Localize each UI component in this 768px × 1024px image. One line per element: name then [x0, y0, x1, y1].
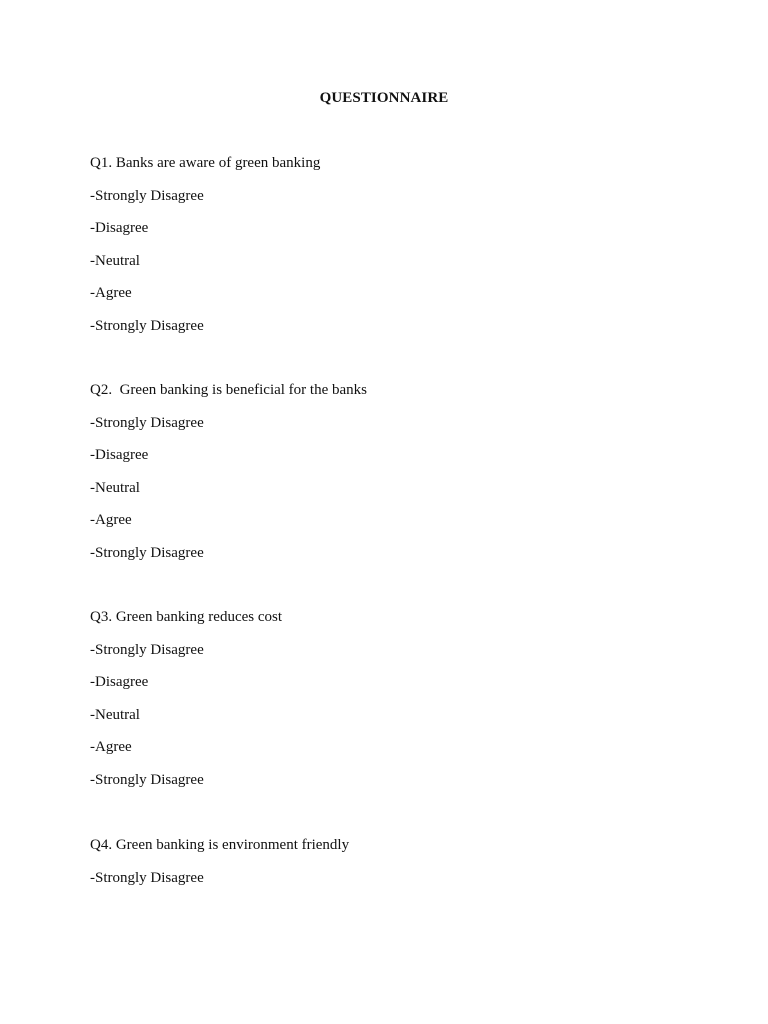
answer-option: -Strongly Disagree — [90, 771, 204, 788]
question-3 — [90, 608, 710, 790]
answer-option: -Strongly Disagree — [90, 641, 204, 658]
question-2 — [90, 381, 710, 563]
answer-option: -Strongly Disagree — [90, 187, 204, 204]
question-text: Q2. Green banking is beneficial for the banks — [90, 382, 367, 398]
answer-option: -Strongly Disagree — [90, 414, 204, 431]
answer-option: -Disagree — [90, 220, 149, 236]
answer-option: -Agree — [90, 739, 132, 755]
answer-option: -Disagree — [90, 674, 149, 690]
question-4 — [90, 836, 710, 888]
question-text: Q4. Green banking is environment friendly — [90, 837, 350, 853]
answer-option: -Neutral — [90, 252, 140, 269]
question-text: Q3. Green banking reduces cost — [90, 609, 283, 625]
answer-option: -Neutral — [90, 706, 140, 723]
answer-option: -Agree — [90, 285, 132, 301]
answer-option: -Neutral — [90, 479, 140, 496]
answer-option: -Disagree — [90, 447, 149, 463]
answer-option: -Agree — [90, 512, 132, 528]
answer-option: -Strongly Disagree — [90, 317, 204, 334]
question-1 — [90, 154, 710, 336]
answer-option: -Strongly Disagree — [90, 544, 204, 561]
answer-option: -Strongly Disagree — [90, 869, 204, 886]
question-text: Q1. Banks are aware of green banking — [90, 155, 321, 171]
page-title: QUESTIONNAIRE — [319, 90, 449, 106]
